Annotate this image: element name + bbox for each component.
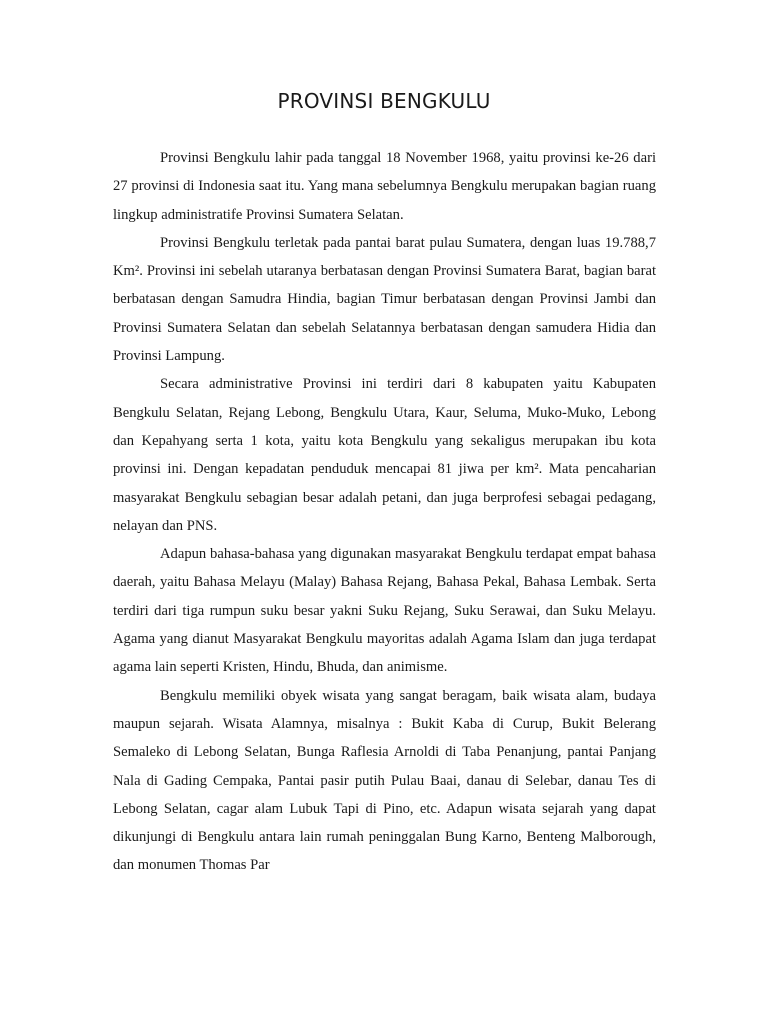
paragraph: Bengkulu memiliki obyek wisata yang sangat beragam, baik wisata alam, budaya maupun sejarah. Wisata Alamnya, misalnya : Bukit Kaba di Curup, Bukit Belerang Semaleko di Lebong Selatan, Bunga Raflesia Arnoldi di Taba Penanjung, pantai Panjang Nala di Gading Cempaka, Pantai pasir putih Pulau Baai, danau di Selebar, danau Tes di Lebong Selatan, cagar alam Lubuk Tapi di Pino, etc. Adapun wisata sejarah yang dapat dikunjungi di Bengkulu antara lain rumah peninggalan Bung Karno, Benteng Malborough, dan monumen Thomas Par bbox=[113, 687, 656, 874]
paragraph: Adapun bahasa-bahasa yang digunakan masyarakat Bengkulu terdapat empat bahasa daerah, yaitu Bahasa Melayu (Malay) Bahasa Rejang, Bahasa Pekal, Bahasa Lembak. Serta terdiri dari tiga rumpun suku besar yakni Suku Rejang, Suku Serawai, dan Suku Melayu. Agama yang dianut Masyarakat Bengkulu mayoritas adalah Agama Islam dan juga terdapat agama lain seperti Kristen, Hindu, Bhuda, dan animisme. bbox=[113, 546, 656, 676]
document-body bbox=[113, 144, 656, 880]
paragraph: Provinsi Bengkulu lahir pada tanggal 18 November 1968, yaitu provinsi ke-26 dari 27 provinsi di Indonesia saat itu. Yang mana sebelumnya Bengkulu merupakan bagian ruang lingkup administratife Provinsi Sumatera Selatan. bbox=[113, 150, 656, 223]
paragraph: Provinsi Bengkulu terletak pada pantai barat pulau Sumatera, dengan luas 19.788,7 Km². Provinsi ini sebelah utaranya berbatasan dengan Provinsi Sumatera Barat, bagian barat berbatasan dengan Samudra Hindia, bagian Timur berbatasan dengan Provinsi Jambi dan Provinsi Sumatera Selatan dan sebelah Selatannya berbatasan dengan samudera Hidia dan Provinsi Lampung. bbox=[113, 234, 656, 365]
paragraph: Secara administrative Provinsi ini terdiri dari 8 kabupaten yaitu Kabupaten Bengkulu Selatan, Rejang Lebong, Bengkulu Utara, Kaur, Seluma, Muko-Muko, Lebong dan Kepahyang serta 1 kota, yaitu kota Bengkulu yang sekaligus merupakan ibu kota provinsi ini. Dengan kepadatan penduduk mencapai 81 jiwa per km². Mata pencaharian masyarakat Bengkulu sebagian besar adalah petani, dan juga berprofesi sebagai pedagang, nelayan dan PNS. bbox=[113, 376, 656, 534]
document-title: PROVINSI BENGKULU bbox=[277, 89, 491, 113]
